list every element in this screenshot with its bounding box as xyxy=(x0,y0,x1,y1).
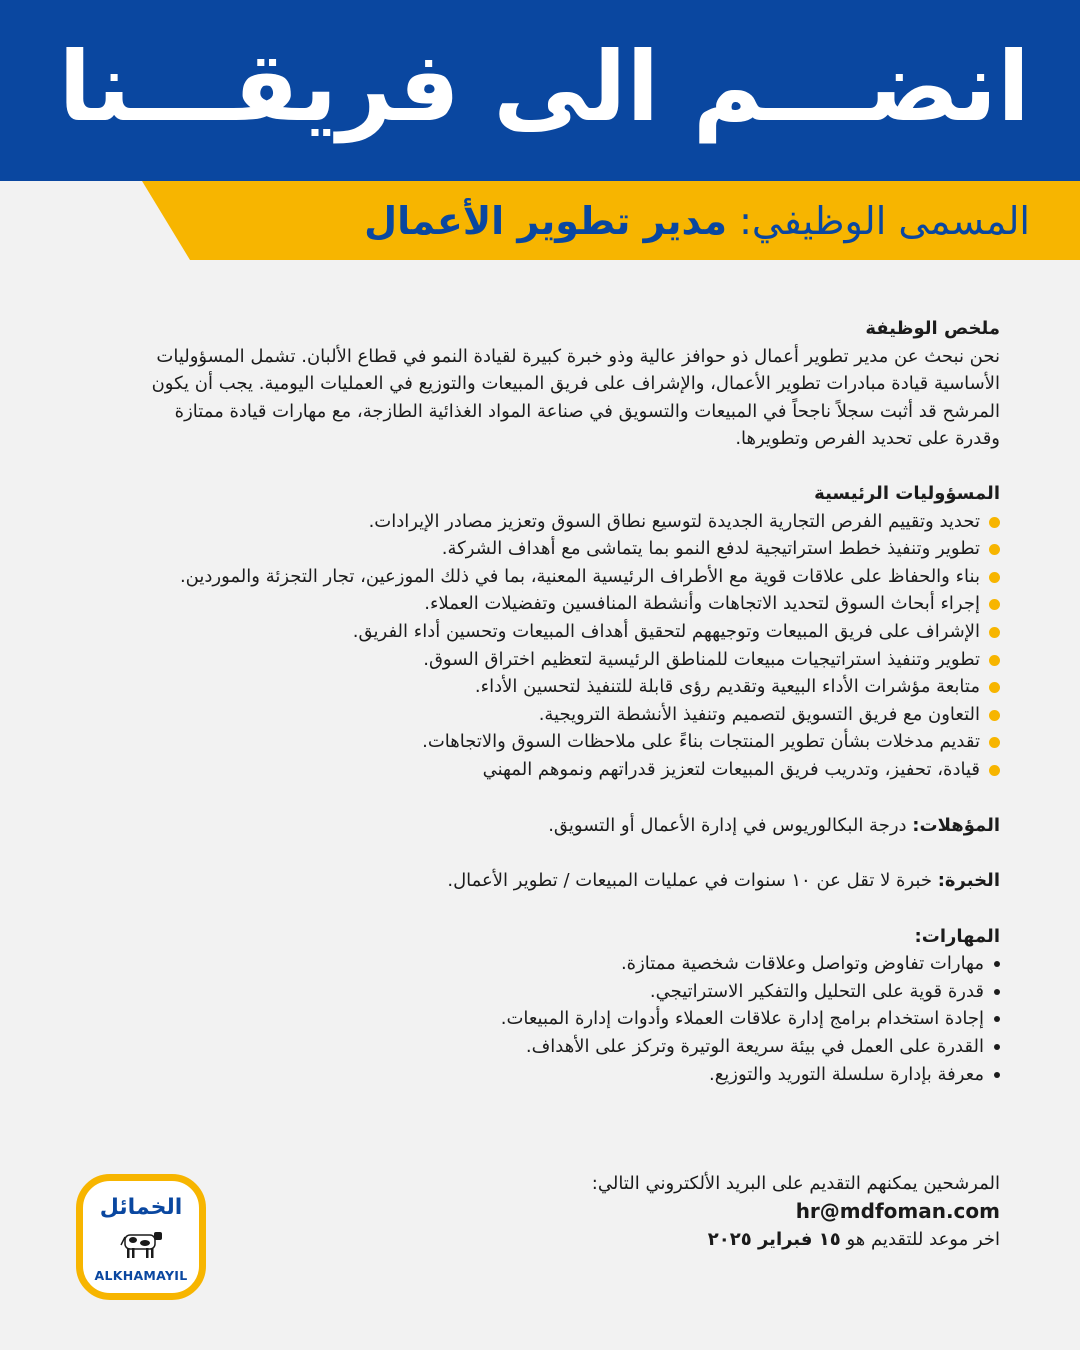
company-logo xyxy=(76,1174,206,1300)
responsibilities-list xyxy=(140,508,1000,784)
experience xyxy=(140,867,1000,895)
summary-heading: ملخص الوظيفة xyxy=(865,318,1000,339)
bullet-dot-icon xyxy=(989,544,1000,555)
apply-section xyxy=(592,1170,1000,1254)
bullet-dot-icon xyxy=(989,737,1000,748)
bullet-dot-icon xyxy=(989,710,1000,721)
bullet-dot-icon xyxy=(989,765,1000,776)
list-item: قيادة، تحفيز، وتدريب فريق المبيعات لتعزيز قدراتهم ونموهم المهني xyxy=(140,756,1000,784)
qualifications xyxy=(140,812,1000,840)
list-item: بناء والحفاظ على علاقات قوية مع الأطراف الرئيسية المعنية، بما في ذلك الموزعين، تجار التجزئة والموردين. xyxy=(140,563,1000,591)
job-title-line xyxy=(364,194,1030,248)
bullet-icon xyxy=(994,961,1000,967)
deadline-label: اخر موعد للتقديم هو xyxy=(846,1229,1000,1251)
list-item: تقديم مدخلات بشأن تطوير المنتجات بناءً على ملاحظات السوق والاتجاهات. xyxy=(140,728,1000,756)
list-item: القدرة على العمل في بيئة سريعة الوتيرة وتركز على الأهداف. xyxy=(140,1033,1000,1061)
logo-english-name: ALKHAMAYIL xyxy=(94,1268,188,1283)
bullet-dot-icon xyxy=(989,572,1000,583)
skills-list xyxy=(140,950,1000,1088)
bullet-icon xyxy=(994,1016,1000,1022)
responsibilities-heading: المسؤوليات الرئيسية xyxy=(814,482,1000,504)
bullet-dot-icon xyxy=(989,682,1000,693)
list-item: معرفة بإدارة سلسلة التوريد والتوزيع. xyxy=(140,1061,1000,1089)
bullet-dot-icon xyxy=(989,655,1000,666)
list-item: متابعة مؤشرات الأداء البيعية وتقديم رؤى قابلة للتنفيذ لتحسين الأداء. xyxy=(140,673,1000,701)
apply-intro: المرشحين يمكنهم التقديم على البريد الألكتروني التالي: xyxy=(591,1173,1000,1194)
bullet-dot-icon xyxy=(989,517,1000,528)
list-item: التعاون مع فريق التسويق لتصميم وتنفيذ الأنشطة الترويجية. xyxy=(140,701,1000,729)
qualifications-label: المؤهلات: xyxy=(912,814,1000,836)
job-title-value: مدير تطوير الأعمال xyxy=(364,199,727,243)
page-title: انضـــم الى فريقـــنا xyxy=(58,31,1030,143)
skills-heading: المهارات: xyxy=(914,925,1000,947)
cow-icon xyxy=(119,1229,165,1261)
list-item: قدرة قوية على التحليل والتفكير الاستراتيجي. xyxy=(140,978,1000,1006)
list-item: تطوير وتنفيذ استراتيجيات مبيعات للمناطق الرئيسية لتعظيم اختراق السوق. xyxy=(140,646,1000,674)
deadline-line xyxy=(592,1226,1000,1254)
list-item: الإشراف على فريق المبيعات وتوجيههم لتحقيق أهداف المبيعات وتحسين أداء الفريق. xyxy=(140,618,1000,646)
logo-arabic-name: الخمائل xyxy=(99,1195,183,1220)
bullet-dot-icon xyxy=(989,627,1000,638)
job-description xyxy=(140,315,1000,1088)
list-item: تحديد وتقييم الفرص التجارية الجديدة لتوسيع نطاق السوق وتعزيز مصادر الإيرادات. xyxy=(140,508,1000,536)
list-item: تطوير وتنفيذ خطط استراتيجية لدفع النمو بما يتماشى مع أهداف الشركة. xyxy=(140,535,1000,563)
bullet-icon xyxy=(994,989,1000,995)
bullet-icon xyxy=(994,1044,1000,1050)
deadline-date: ١٥ فبراير ٢٠٢٥ xyxy=(707,1229,841,1251)
job-title-label: المسمى الوظيفي: xyxy=(739,199,1030,243)
experience-label: الخبرة: xyxy=(937,870,1000,892)
experience-text: خبرة لا تقل عن ١٠ سنوات في عمليات المبيعات / تطوير الأعمال. xyxy=(447,870,932,892)
email-link[interactable]: hr@mdfoman.com xyxy=(795,1198,1000,1223)
list-item: إجراء أبحاث السوق لتحديد الاتجاهات وأنشطة المنافسين وتفضيلات العملاء. xyxy=(140,590,1000,618)
list-item: إجادة استخدام برامج إدارة علاقات العملاء وأدوات إدارة المبيعات. xyxy=(140,1005,1000,1033)
bullet-icon xyxy=(994,1072,1000,1078)
list-item: مهارات تفاوض وتواصل وعلاقات شخصية ممتازة. xyxy=(140,950,1000,978)
summary-text: نحن نبحث عن مدير تطوير أعمال ذو حوافز عالية وذو خبرة كبيرة لقيادة النمو في قطاع الألبان. تشمل المسؤوليات الأساسية قيادة مبادرات تطوير الأعمال، والإشراف على فريق المبيعات والتوزيع في العمليات اليومية. يجب أن يكون المرشح قد أثبت سجلاً ناجحاً في المبيعات والتسويق في صناعة المواد الغذائية الطازجة، مع مهارات قيادة ممتازة وقدرة على تحديد الفرص وتطويرها. xyxy=(151,345,1000,450)
qualifications-text: درجة البكالوريوس في إدارة الأعمال أو التسويق. xyxy=(548,814,907,836)
bullet-dot-icon xyxy=(989,599,1000,610)
